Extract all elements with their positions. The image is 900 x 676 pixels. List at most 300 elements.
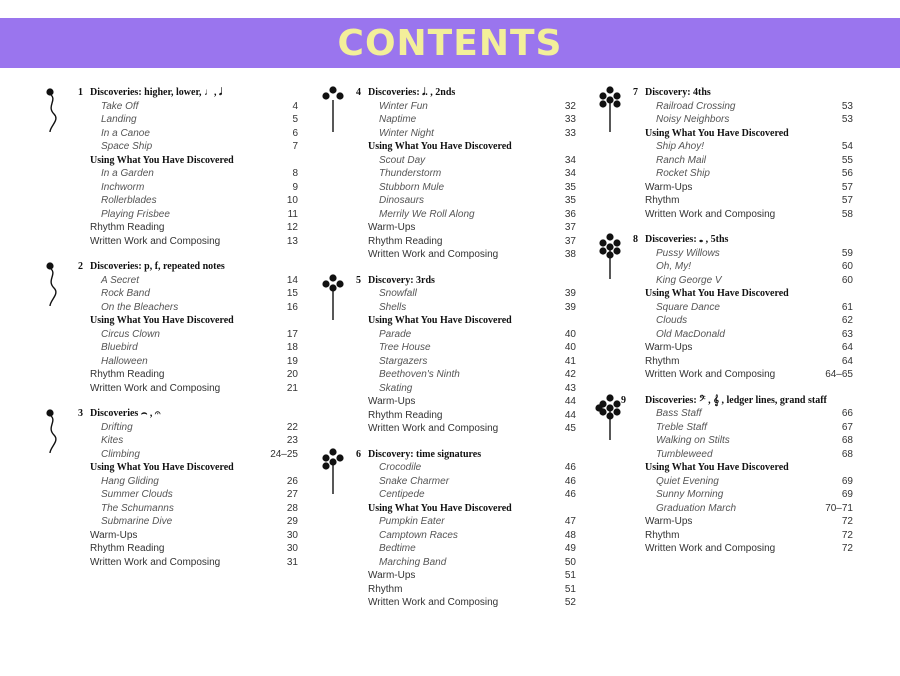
toc-entry[interactable] [356,194,576,208]
entry-page: 50 [564,556,576,568]
entry-title: Crocodile [379,462,422,473]
toc-entry[interactable] [78,301,298,315]
entry-page: 29 [286,516,298,527]
toc-entry[interactable] [78,515,298,529]
toc-entry[interactable] [633,355,853,369]
toc-entry[interactable] [633,100,853,114]
entry-title: Walking on Stilts [656,435,730,446]
entry-page: 54 [841,141,853,152]
section-heading[interactable] [621,394,853,408]
toc-entry[interactable] [78,434,298,448]
entry-page: 48 [564,529,576,541]
section-title: Discoveries ⌢ , 𝄐 [90,408,161,419]
entry-page: 56 [841,168,853,179]
entry-page: 34 [564,154,576,166]
toc-entry[interactable] [356,221,576,235]
section-title: Discoveries: p, f, repeated notes [90,261,225,272]
entry-title: Stubborn Mule [379,181,445,193]
toc-entry[interactable] [633,407,853,421]
entry-title: Pussy Willows [656,247,720,259]
entry-page: 4 [292,100,298,112]
entry-page: 46 [564,475,576,487]
entry-title: Marching Band [379,556,447,568]
entry-page: 20 [286,369,298,380]
section-heading[interactable] [356,86,576,100]
entry-page: 49 [564,543,576,554]
entry-title: Skating [379,382,413,394]
section-title: Discovery: time signatures [368,448,482,460]
entry-title: In a Garden [101,168,154,179]
section-heading[interactable] [633,233,853,247]
entry-page: 43 [564,382,576,394]
entry-page: 69 [841,489,853,500]
entry-page: 34 [564,168,576,179]
toc-entry[interactable] [356,569,576,583]
entry-title: Naptime [379,114,417,125]
section-number: 6 [356,448,361,460]
entry-page: 44 [564,396,576,407]
toc-entry[interactable] [633,502,853,516]
toc-entry[interactable] [78,140,298,154]
entry-title: Warm-Ups [645,181,693,193]
group-heading: Using What You Have Discovered [90,315,234,326]
entry-page: 70–71 [825,502,853,514]
entry-title: Inchworm [101,181,145,193]
entry-title: Warm-Ups [90,529,138,541]
toc-entry[interactable] [633,529,853,543]
entry-page: 52 [564,597,576,608]
entry-page: 35 [564,181,576,193]
toc-entry[interactable] [356,127,576,141]
toc-entry[interactable] [633,515,853,529]
section-number: 8 [633,234,638,245]
entry-page: 39 [564,301,576,313]
entry-title: Written Work and Composing [90,556,221,568]
entry-title: Quiet Evening [656,475,719,487]
entry-page: 69 [841,475,853,487]
entry-title: Circus Clown [101,328,160,340]
group-heading: Using What You Have Discovered [645,288,789,299]
entry-page: 7 [292,141,298,152]
column-3 [621,86,853,568]
entry-page: 21 [286,382,298,394]
entry-title: Rhythm Reading [90,222,165,233]
toc-entry[interactable] [78,448,298,462]
entry-page: 62 [841,315,853,326]
entry-title: Space Ship [101,141,153,152]
entry-title: Parade [379,328,412,340]
entry-title: Thunderstorm [379,168,442,179]
toc-entry[interactable] [633,208,853,222]
toc-entry[interactable] [356,422,576,436]
entry-title: Hang Gliding [101,475,159,487]
entry-title: Written Work and Composing [90,382,221,394]
toc-entry[interactable] [356,100,576,114]
entry-page: 72 [841,543,853,554]
toc-entry[interactable] [633,194,853,208]
entry-page: 58 [841,208,853,220]
entry-page: 33 [564,127,576,139]
section-heading[interactable] [78,260,298,274]
entry-title: Playing Frisbee [101,208,170,220]
entry-page: 40 [564,342,576,353]
toc-entry[interactable] [633,154,853,168]
entry-page: 31 [286,556,298,568]
toc-entry[interactable] [633,328,853,342]
group-heading: Using What You Have Discovered [645,127,789,139]
entry-title: Noisy Neighbors [656,114,730,125]
toc-entry[interactable] [356,235,576,249]
entry-title: Rhythm Reading [90,543,165,554]
entry-title: Written Work and Composing [645,208,776,220]
toc-entry[interactable] [78,556,298,570]
entry-title: Drifting [101,421,133,433]
entry-title: Ranch Mail [656,154,707,166]
toc-entry[interactable] [78,382,298,396]
entry-title: Rhythm Reading [368,235,443,247]
toc-section [78,260,298,395]
entry-page: 27 [286,489,298,500]
entry-title: Rhythm [645,195,680,206]
toc-entry[interactable] [633,260,853,274]
toc-entry[interactable] [356,556,576,570]
flower-6-icon [316,448,350,494]
toc-entry[interactable] [633,368,853,382]
entry-title: Pumpkin Eater [379,516,445,527]
section-heading[interactable] [356,274,576,288]
entry-title: Winter Night [379,127,434,139]
toc-entry[interactable] [633,113,853,127]
entry-page: 16 [286,301,298,313]
toc-entry[interactable] [78,328,298,342]
entry-page: 6 [292,127,298,139]
toc-entry[interactable] [633,314,853,328]
toc-entry[interactable] [356,529,576,543]
toc-entry[interactable] [356,248,576,262]
flower-7-icon [593,86,627,132]
toc-entry[interactable] [356,395,576,409]
toc-entry[interactable] [78,100,298,114]
entry-title: Rock Band [101,288,150,299]
entry-title: A Secret [101,274,139,286]
entry-page: 28 [286,502,298,514]
toc-entry[interactable] [78,167,298,181]
toc-entry[interactable] [78,287,298,301]
entry-page: 72 [841,516,853,527]
toc-entry[interactable] [78,127,298,141]
page-title: CONTENTS [337,22,563,64]
entry-page: 63 [841,328,853,340]
toc-entry[interactable] [633,488,853,502]
section-title: Discovery: 3rds [368,274,435,286]
entry-title: Camptown Races [379,529,458,541]
entry-page: 51 [564,570,576,581]
toc-entry[interactable] [633,301,853,315]
entry-page: 42 [564,369,576,380]
entry-page: 64 [841,355,853,367]
toc-entry[interactable] [356,596,576,610]
entry-title: Treble Staff [656,421,707,433]
entry-page: 36 [564,208,576,220]
entry-title: Old MacDonald [656,328,725,340]
entry-title: On the Bleachers [101,301,179,313]
entry-title: In a Canoe [101,127,150,139]
toc-entry[interactable] [356,154,576,168]
group-heading: Using What You Have Discovered [90,154,234,166]
entry-page: 64–65 [825,369,853,380]
toc-entry[interactable] [78,194,298,208]
entry-title: Dinosaurs [379,195,425,206]
flower-8-icon [593,233,627,279]
entry-title: Clouds [656,315,688,326]
entry-page: 37 [564,222,576,233]
toc-entry[interactable] [78,274,298,288]
entry-title: Submarine Dive [101,516,173,527]
toc-entry[interactable] [633,181,853,195]
entry-title: Rollerblades [101,195,157,206]
section-title: Discovery: 4ths [645,87,711,98]
entry-title: Stargazers [379,355,428,367]
toc-entry[interactable] [356,341,576,355]
entry-title: Warm-Ups [645,516,693,527]
entry-page: 57 [841,181,853,193]
entry-title: Rhythm [645,529,680,541]
section-number: 2 [78,261,83,272]
flower-5-icon [316,274,350,320]
entry-page: 39 [564,288,576,299]
entry-title: Shells [379,301,407,313]
toc-entry[interactable] [633,448,853,462]
toc-entry[interactable] [78,421,298,435]
entry-page: 57 [841,195,853,206]
entry-title: Bass Staff [656,408,702,419]
entry-page: 30 [286,543,298,554]
toc-entry[interactable] [356,542,576,556]
toc-entry[interactable] [78,475,298,489]
entry-page: 38 [564,249,576,260]
entry-page: 17 [286,328,298,340]
toc-entry[interactable] [356,515,576,529]
flower-9-icon [593,394,627,440]
toc-entry[interactable] [633,475,853,489]
toc-section [633,233,853,382]
toc-entry[interactable] [356,328,576,342]
entry-title: Bluebird [101,342,138,353]
entry-title: Square Dance [656,301,720,313]
entry-title: Take Off [101,100,139,112]
entry-title: Warm-Ups [645,342,693,353]
section-title: Discoveries: higher, lower, ♩, 𝅗𝅥 [90,87,223,98]
toc-section [356,448,576,610]
entry-page: 67 [841,421,853,433]
toc-section [633,86,853,221]
toc-entry[interactable] [633,274,853,288]
entry-title: Ship Ahoy! [656,141,704,152]
entry-page: 44 [564,409,576,421]
entry-title: Winter Fun [379,100,428,112]
entry-title: Bedtime [379,543,416,554]
toc-entry[interactable] [78,488,298,502]
section-number: 1 [78,87,83,98]
toc-entry[interactable] [356,167,576,181]
entry-page: 30 [286,529,298,541]
entry-page: 60 [841,261,853,272]
flower-2-icon [38,260,72,306]
entry-page: 68 [841,435,853,446]
toc-entry[interactable] [356,461,576,475]
toc-entry[interactable] [356,208,576,222]
toc-entry[interactable] [78,368,298,382]
group-heading: Using What You Have Discovered [90,462,234,473]
entry-page: 10 [286,195,298,206]
entry-page: 61 [841,301,853,313]
entry-page: 35 [564,195,576,206]
toc-entry[interactable] [78,113,298,127]
section-heading[interactable] [633,86,853,100]
group-heading: Using What You Have Discovered [645,462,789,473]
entry-page: 59 [841,247,853,259]
toc-entry[interactable] [356,355,576,369]
entry-page: 46 [564,462,576,473]
entry-page: 19 [286,355,298,367]
entry-title: Halloween [101,355,148,367]
entry-page: 15 [286,288,298,299]
section-number: 3 [78,408,83,419]
entry-title: Merrily We Roll Along [379,208,475,220]
entry-title: King George V [656,274,722,286]
toc-entry[interactable] [78,355,298,369]
entry-title: Written Work and Composing [368,423,499,434]
entry-page: 47 [564,516,576,527]
toc-entry[interactable] [78,542,298,556]
entry-page: 72 [841,529,853,541]
toc-section [78,407,298,569]
group-heading: Using What You Have Discovered [368,315,512,326]
toc-entry[interactable] [78,235,298,249]
toc-entry[interactable] [356,409,576,423]
toc-entry[interactable] [633,140,853,154]
toc-entry[interactable] [356,287,576,301]
toc-entry[interactable] [356,301,576,315]
toc-entry[interactable] [356,382,576,396]
toc-section [356,274,576,436]
toc-entry[interactable] [356,181,576,195]
toc-entry[interactable] [78,208,298,222]
entry-page: 33 [564,114,576,125]
entry-title: Rhythm [645,355,680,367]
entry-title: Beethoven's Ninth [379,369,460,380]
entry-page: 53 [841,100,853,112]
entry-title: Kites [101,435,124,446]
toc-entry[interactable] [633,247,853,261]
entry-page: 55 [841,154,853,166]
column-1 [78,86,298,581]
entry-page: 40 [564,328,576,340]
group-heading: Using What You Have Discovered [368,502,512,514]
toc-entry[interactable] [78,221,298,235]
entry-page: 13 [286,235,298,247]
section-heading[interactable] [356,448,576,462]
entry-title: Oh, My! [656,261,692,272]
toc-entry[interactable] [78,529,298,543]
section-heading[interactable] [78,407,298,421]
entry-page: 11 [287,208,298,220]
entry-title: Tree House [379,342,431,353]
entry-title: Summer Clouds [101,489,173,500]
entry-title: The Schumanns [101,502,174,514]
entry-page: 32 [564,100,576,112]
toc-entry[interactable] [356,583,576,597]
entry-title: Landing [101,114,137,125]
entry-page: 60 [841,274,853,286]
section-number: 9 [621,394,626,406]
toc-entry[interactable] [633,542,853,556]
entry-page: 41 [564,355,576,367]
entry-page: 8 [292,168,298,179]
entry-title: Snake Charmer [379,475,450,487]
entry-title: Centipede [379,489,425,500]
entry-page: 53 [841,114,853,125]
section-number: 4 [356,87,361,98]
entry-page: 5 [292,114,298,125]
toc-entry[interactable] [356,113,576,127]
toc-entry[interactable] [78,502,298,516]
toc-section [78,86,298,248]
entry-page: 46 [564,489,576,500]
entry-page: 24–25 [270,448,298,460]
entry-page: 45 [564,423,576,434]
entry-title: Written Work and Composing [368,249,499,260]
toc-entry[interactable] [78,341,298,355]
section-heading[interactable] [78,86,298,100]
toc-entry[interactable] [356,368,576,382]
entry-title: Railroad Crossing [656,100,736,112]
entry-page: 9 [292,181,298,193]
toc-entry[interactable] [633,421,853,435]
entry-title: Rhythm Reading [368,409,443,421]
entry-page: 66 [841,408,853,419]
entry-page: 51 [564,583,576,595]
entry-page: 22 [286,421,298,433]
section-number: 5 [356,274,361,286]
entry-title: Warm-Ups [368,570,416,581]
entry-page: 64 [841,342,853,353]
entry-title: Tumbleweed [656,448,713,460]
group-heading: Using What You Have Discovered [368,141,512,152]
entry-title: Snowfall [379,288,417,299]
contents-banner [0,18,900,68]
toc-entry[interactable] [633,434,853,448]
entry-title: Scout Day [379,154,426,166]
toc-entry[interactable] [356,475,576,489]
flower-3-icon [38,407,72,453]
entry-title: Written Work and Composing [90,235,221,247]
toc-entry[interactable] [633,341,853,355]
toc-entry[interactable] [633,167,853,181]
section-title: Discoveries: 𝅝 , 5ths [645,234,729,245]
entry-page: 37 [564,235,576,247]
toc-section [356,86,576,262]
entry-page: 18 [286,342,298,353]
section-number: 7 [633,87,638,98]
entry-title: Graduation March [656,502,737,514]
entry-title: Rocket Ship [656,168,710,179]
entry-title: Sunny Morning [656,489,724,500]
toc-entry[interactable] [356,488,576,502]
section-title: Discoveries: 𝄢 , 𝄞 , ledger lines, grand staff [645,394,827,406]
toc-section [621,394,853,556]
toc-entry[interactable] [78,181,298,195]
